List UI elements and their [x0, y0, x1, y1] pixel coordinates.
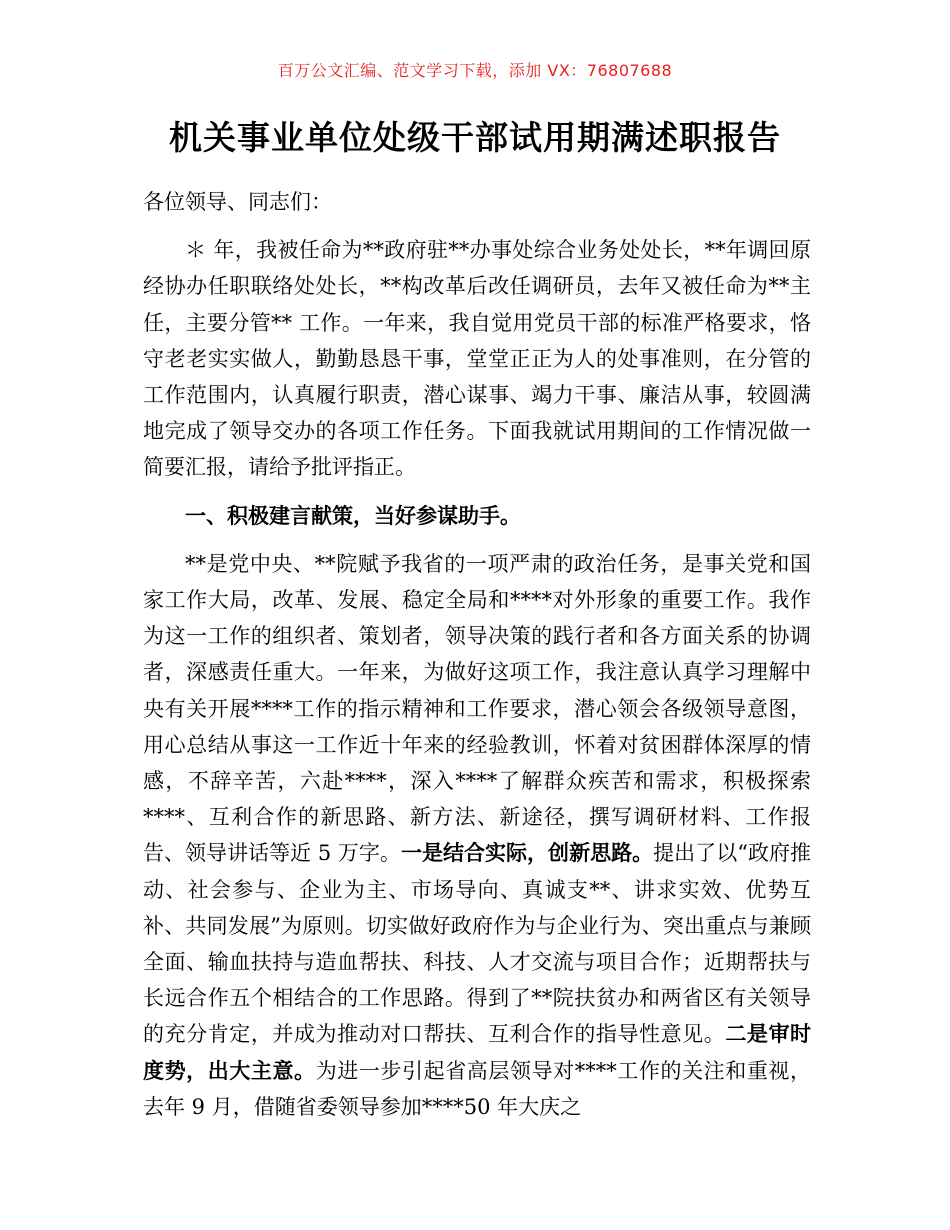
intro-paragraph: ＊ 年，我被任命为**政府驻**办事处综合业务处处长，**年调回原经协办任职联络处处长，**构改革后改任调研员，去年又被任命为**主任，主要分管** 工作。一年来，我自觉用党员干部的标准严格要求，恪守老老实实做人，勤勤恳恳干事，堂堂正正为人的处事准则，在分管的工作范围内，认真履行职责，潜心谋事、竭力干事、廉洁从事，较圆满地完成了领导交办的各项工作任务。下面我就试用期间的工作情况做一简要汇报，请给予批评指正。 [143, 238, 811, 480]
section-1-bold-point1: 一是结合实际，创新思路。 [400, 840, 654, 866]
document-title: 机关事业单位处级干部试用期满述职报告 [169, 118, 781, 157]
watermark-banner: 百万公文汇编、范文学习下载，添加 VX：76807688 [277, 61, 673, 80]
section-1-text-part3: 为进一步引起省高层领导对****工作的关注和重视，去年 9 月，借随省委领导参加****50 年大庆之 [143, 1058, 812, 1119]
section-heading-1: 一、积极建言献策，当好参谋助手。 [185, 502, 521, 528]
section-1-bold-point2: 二是审时度势，出大主意。 [143, 1021, 812, 1083]
section-1-text-part1: **是党中央、**院赋予我省的一项严肃的政治任务，是事关党和国家工作大局，改革、发展、稳定全局和****对外形象的重要工作。我作为这一工作的组织者、策划者，领导决策的践行者和各方面关系的协调者，深感责任重大。一年来，为做好这项工作，我注意认真学习理解中央有关开展****工作的指示精神和工作要求，潜心领会各级领导意图，用心总结从事这一工作近十年来的经验教训，怀着对贫困群体深厚的情感，不辞辛苦，六赴****，深入****了解群众疾苦和需求，积极探索****、互利合作的新思路、新方法、新途径，撰写调研材料、工作报告、领导讲话等近 5 万字。 [143, 551, 811, 866]
salutation: 各位领导、同志们： [143, 190, 332, 214]
document-body [143, 184, 811, 1125]
section-1-text-part2: 提出了以“政府推动、社会参与、企业为主、市场导向、真诚支**、讲求实效、优势互补、共同发展”为原则。切实做好政府作为与企业行为、突出重点与兼顾全面、输血扶持与造血帮扶、科技、人才交流与项目合作；近期帮扶与长远合作五个相结合的工作思路。得到了**院扶贫办和两省区有关领导的充分肯定，并成为推动对口帮扶、互利合作的指导性意见。 [143, 841, 811, 1047]
section-1-paragraph [143, 546, 811, 1125]
